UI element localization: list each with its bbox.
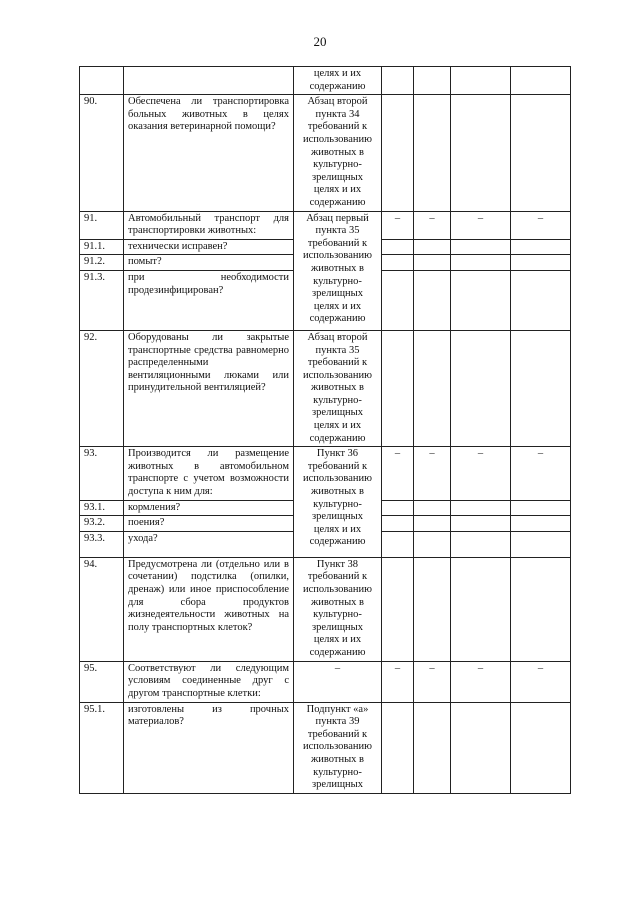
answer-cell — [511, 255, 571, 271]
answer-cell — [511, 239, 571, 255]
answer-cell — [451, 270, 511, 330]
answer-cell — [414, 447, 451, 500]
answer-mark: – — [429, 448, 435, 460]
answer-cell — [451, 447, 511, 500]
table-row — [80, 330, 571, 446]
page-number: 20 — [313, 34, 327, 49]
question-cell: помыт? — [124, 255, 294, 271]
answer-cell — [511, 270, 571, 330]
answer-cell — [511, 447, 571, 500]
question-cell: технически исправен? — [124, 239, 294, 255]
answer-cell — [451, 500, 511, 516]
question-cell — [124, 67, 294, 95]
question-cell: изготовлены из прочных материалов? — [124, 702, 294, 793]
row-number: 94. — [80, 557, 124, 661]
answer-cell — [511, 95, 571, 211]
question-cell: при необходимости продезинфицирован? — [124, 270, 294, 330]
answer-cell — [451, 95, 511, 211]
answer-cell — [451, 211, 511, 239]
answer-cell — [382, 500, 414, 516]
table-row — [80, 95, 571, 211]
row-number: 95. — [80, 661, 124, 702]
answer-mark: – — [537, 448, 544, 460]
answer-mark: – — [537, 212, 544, 224]
requirement-reference-cell: – — [294, 661, 382, 702]
row-number: 93. — [80, 447, 124, 500]
answer-cell — [451, 67, 511, 95]
question-cell: Соответствуют ли следующим условиям соединенные друг с другом транспортные клетки: — [124, 661, 294, 702]
answer-mark: – — [394, 662, 401, 674]
question-cell: Производится ли размещение животных в автомобильном транспорте с учетом возможности доступа к ним для: — [124, 447, 294, 500]
answer-cell — [382, 661, 414, 702]
answer-mark: – — [394, 448, 401, 460]
answer-mark: – — [477, 212, 484, 224]
requirement-reference-cell: Абзац первый пункта 35 требований к использованию животных в культурно-зрелищных целях и их содержанию — [294, 211, 382, 330]
table-row — [80, 447, 571, 500]
answer-cell — [382, 557, 414, 661]
question-cell: Обеспечена ли транспортировка больных животных в целях оказания ветеринарной помощи? — [124, 95, 294, 211]
answer-cell — [451, 516, 511, 532]
checklist-table — [79, 66, 571, 794]
answer-cell — [414, 531, 451, 557]
answer-cell — [414, 661, 451, 702]
answer-cell — [451, 239, 511, 255]
answer-cell — [414, 67, 451, 95]
answer-cell — [414, 702, 451, 793]
row-number — [80, 67, 124, 95]
answer-cell — [511, 516, 571, 532]
answer-cell — [451, 557, 511, 661]
answer-cell — [414, 239, 451, 255]
answer-mark: – — [537, 662, 544, 674]
answer-cell — [382, 516, 414, 532]
answer-cell — [382, 95, 414, 211]
answer-cell — [451, 661, 511, 702]
row-number: 90. — [80, 95, 124, 211]
table-row — [80, 557, 571, 661]
question-cell: Автомобильный транспорт для транспортировки животных: — [124, 211, 294, 239]
requirement-reference-cell: Пункт 38 требований к использованию животных в культурно-зрелищных целях и их содержанию — [294, 557, 382, 661]
answer-cell — [414, 557, 451, 661]
row-number: 93.1. — [80, 500, 124, 516]
row-number: 95.1. — [80, 702, 124, 793]
answer-cell — [451, 531, 511, 557]
row-number: 93.3. — [80, 531, 124, 557]
requirement-reference-cell: Абзац второй пункта 34 требований к использованию животных в культурно-зрелищных целях и их содержанию — [294, 95, 382, 211]
answer-cell — [511, 531, 571, 557]
answer-cell — [451, 330, 511, 446]
answer-cell — [511, 661, 571, 702]
answer-cell — [451, 702, 511, 793]
answer-cell — [511, 211, 571, 239]
row-number: 91.1. — [80, 239, 124, 255]
answer-cell — [382, 211, 414, 239]
answer-mark: – — [477, 448, 484, 460]
answer-cell — [382, 531, 414, 557]
table-row — [80, 211, 571, 239]
requirement-reference-cell: Подпункт «а» пункта 39 требований к использованию животных в культурно-зрелищных — [294, 702, 382, 793]
answer-cell — [382, 447, 414, 500]
answer-cell — [511, 67, 571, 95]
answer-cell — [382, 330, 414, 446]
row-number: 91.3. — [80, 270, 124, 330]
table-row — [80, 67, 571, 95]
answer-mark: – — [394, 212, 401, 224]
answer-cell — [511, 702, 571, 793]
question-cell: поения? — [124, 516, 294, 532]
answer-cell — [414, 211, 451, 239]
table-row — [80, 661, 571, 702]
answer-cell — [382, 255, 414, 271]
row-number: 92. — [80, 330, 124, 446]
answer-cell — [511, 330, 571, 446]
question-cell: Предусмотрена ли (отдельно или в сочетании) подстилка (опилки, дренаж) или иное приспособление для сбора продуктов жизнедеятельности животных на полу транспортных клеток? — [124, 557, 294, 661]
question-cell: Оборудованы ли закрытые транспортные средства равномерно распределенными вентиляционными люками или принудительной вентиляцией? — [124, 330, 294, 446]
answer-mark: – — [429, 212, 435, 224]
answer-mark: – — [477, 662, 484, 674]
requirement-reference-cell: Абзац второй пункта 35 требований к использованию животных в культурно-зрелищных целях и их содержанию — [294, 330, 382, 446]
answer-cell — [511, 500, 571, 516]
answer-cell — [382, 239, 414, 255]
answer-cell — [382, 702, 414, 793]
answer-cell — [414, 516, 451, 532]
answer-cell — [382, 270, 414, 330]
table-row — [80, 702, 571, 793]
answer-cell — [414, 500, 451, 516]
answer-cell — [451, 255, 511, 271]
answer-cell — [511, 557, 571, 661]
row-number: 91. — [80, 211, 124, 239]
answer-cell — [382, 67, 414, 95]
requirement-reference-cell: Пункт 36 требований к использованию животных в культурно-зрелищных целях и их содержанию — [294, 447, 382, 558]
answer-cell — [414, 330, 451, 446]
requirement-reference-cell: целях и их содержанию — [294, 67, 382, 95]
row-number: 93.2. — [80, 516, 124, 532]
answer-mark: – — [429, 662, 435, 674]
answer-cell — [414, 95, 451, 211]
row-number: 91.2. — [80, 255, 124, 271]
question-cell: ухода? — [124, 531, 294, 557]
answer-cell — [414, 270, 451, 330]
question-cell: кормления? — [124, 500, 294, 516]
answer-cell — [414, 255, 451, 271]
